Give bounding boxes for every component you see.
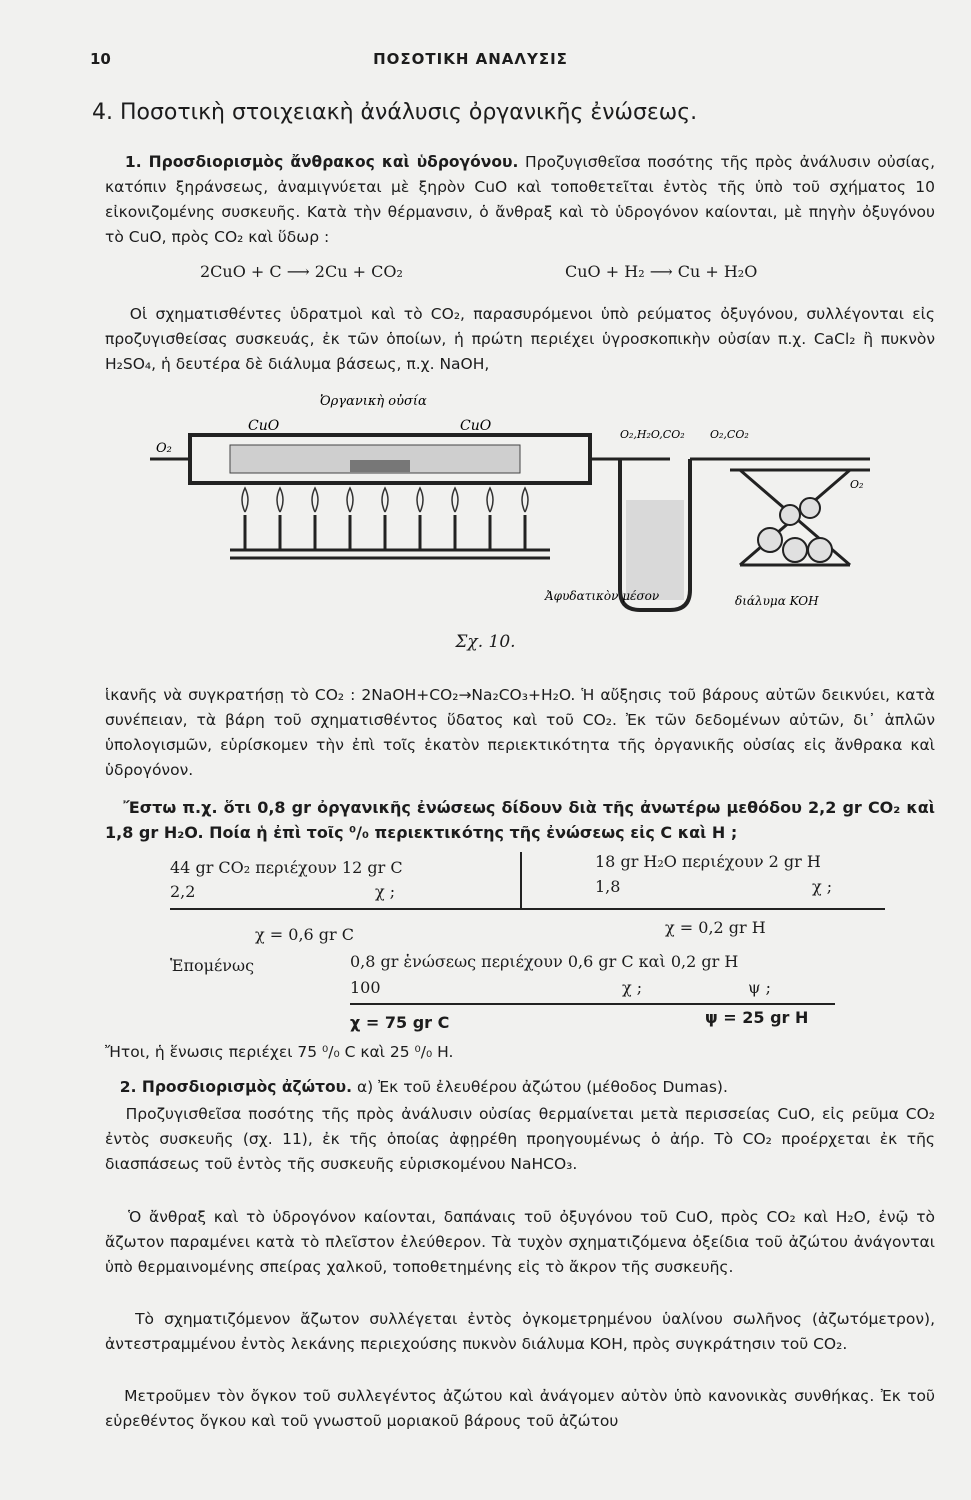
section2-paragraph-1 [105, 1102, 935, 1177]
page-number: 10 [90, 50, 111, 68]
section2-p4: Μετροῦμεν τὸν ὄγκον τοῦ συλλεγέντος ἀζώτου καὶ ἀνάγομεν αὐτὸν ὑπὸ κανονικὰς συνθήκας. Ἐκ τοῦ εὑρεθέντος ὄγκου καὶ τοῦ γνωστοῦ μοριακοῦ βάρους τοῦ ἀζώτου [105, 1387, 935, 1430]
label-gas2: O₂,CO₂ [710, 428, 749, 441]
section2-p3: Τὸ σχηματιζόμενον ἄζωτον συλλέγεται ἐντὸς ὀγκομετρημένου ὑαλίνου σωλῆνος (ἀζωτόμετρον), ἀντεστραμμένου ἐντὸς λεκάνης περιεχούσης πυκνὸν διάλυμα KOH, πρὸς συγκράτησιν τοῦ CO₂. [105, 1310, 936, 1353]
calc-right-result: χ = 0,2 gr H [665, 918, 766, 937]
calc-right-row2a: 1,8 [595, 877, 621, 896]
label-desiccant: Ἀφυδατικὸν μέσον [545, 589, 660, 603]
label-cuo-right: CuO [460, 418, 492, 434]
sample-boat [350, 460, 410, 472]
label-koh: διάλυμα KOH [735, 594, 819, 608]
paragraph-2 [105, 302, 935, 377]
calc-therefore: Ἑπομένως [170, 956, 255, 975]
label-gas1: O₂,H₂O,CO₂ [620, 428, 685, 441]
page-header [90, 50, 851, 74]
paragraph-2-text: Οἱ σχηματισθέντες ὑδρατμοὶ καὶ τὸ CO₂, παρασυρόμενοι ὑπὸ ρεύματος ὀξυγόνου, συλλέγονται εἰς προζυγισθείσας συσκευάς, ἐκ τῶν ὁποίων, ἡ πρώτη περιέχει ὑγροσκοπικὴν οὐσίαν π.χ. CaCl₂ ἢ πυκνὸν H₂SO₄, ἡ δευτέρα δὲ διάλυμα βάσεως, π.χ. NaOH, [105, 305, 935, 373]
section1-text: Προζυγισθεῖσα ποσότης τῆς πρὸς ἀνάλυσιν οὐσίας, κατόπιν ξηράνσεως, ἀναμιγνύεται μὲ ξηρὸν CuO καὶ τοποθετεῖται ἐντὸς τῆς ὑπὸ τοῦ σχήματος 10 εἰκονιζομένης συσκευῆς. Κατὰ τὴν θέρμανσιν, ὁ ἄνθραξ καὶ τὸ ὑδρογόνον καίονται, μὲ πηγὴν ὀξυγόνου τὸ CuO, πρὸς CO₂ καὶ ὕδωρ : [105, 153, 936, 246]
calc-result-c: χ = 75 gr C [350, 1013, 450, 1032]
equation-1: 2CuO + C ⟶ 2Cu + CO₂ [200, 262, 403, 281]
section2-intro: α) Ἐκ τοῦ ἐλευθέρου ἀζώτου (μέθοδος Dumas). [356, 1078, 728, 1096]
label-o2-in: O₂ [156, 441, 172, 456]
calc-left-result: χ = 0,6 gr C [255, 925, 355, 944]
section1-paragraph [105, 150, 935, 250]
koh-bulbs [758, 498, 832, 562]
calc-left-row2b: χ ; [375, 882, 396, 901]
running-title: ΠΟΣΟΤΙΚΗ ΑΝΑΛΥΣΙΣ [373, 50, 568, 68]
label-cuo-left: CuO [248, 418, 280, 434]
calc-proportion-row2b: χ ; [622, 978, 643, 997]
flames [242, 488, 528, 512]
figure-caption: Σχ. 10. [455, 632, 516, 652]
desiccant-fill [626, 500, 684, 600]
calc-right-row1: 18 gr H₂O περιέχουν 2 gr H [595, 852, 821, 871]
koh-top-pipe [730, 459, 870, 470]
calc-left-row2a: 2,2 [170, 882, 196, 901]
calc-rule-1 [170, 908, 885, 910]
calc-divider [520, 852, 522, 908]
calc-proportion-row2a: 100 [350, 978, 381, 997]
section2-heading-line [105, 1075, 935, 1100]
calc-conclusion: Ἤτοι, ἡ ἕνωσις περιέχει 75 ⁰/₀ C καὶ 25 ⁰/₀ H. [105, 1043, 454, 1061]
paragraph-3: ἱκανῆς νὰ συγκρατήσῃ τὸ CO₂ : 2NaOH+CO₂→Na₂CO₃+H₂O. Ἡ αὔξησις τοῦ βάρους αὐτῶν δεικνύει, κατὰ συνέπειαν, τὰ βάρη τοῦ σχηματισθέντος ὕδατος καὶ τοῦ CO₂. Ἐκ τῶν δεδομένων αὐτῶν, δι᾽ ἁπλῶν ὑπολογισμῶν, εὑρίσκομεν τὴν ἐπὶ τοῖς ἑκατὸν περιεκτικότητα τῆς ὀργανικῆς οὐσίας εἰς ἄνθρακα καὶ ὑδρογόνον. [105, 686, 935, 779]
calc-proportion-row1: 0,8 gr ἑνώσεως περιέχουν 0,6 gr C καὶ 0,2 gr H [350, 952, 739, 971]
label-organic: Ὀργανικὴ οὐσία [320, 394, 427, 409]
burners [230, 515, 550, 558]
section2-paragraph-4 [105, 1384, 935, 1434]
section2-heading: 2. Προσδιορισμὸς ἀζώτου. [119, 1078, 352, 1096]
calc-proportion-row2c: ψ ; [748, 978, 772, 997]
section2-p2: Ὁ ἄνθραξ καὶ τὸ ὑδρογόνον καίονται, δαπάναις τοῦ ὀξυγόνου τοῦ CuO, πρὸς CO₂ καὶ H₂O, ἐνῷ τὸ ἄζωτον παραμένει κατὰ τὸ πλεῖστον ἐλεύθερον. Τὰ τυχὸν σχηματιζόμενα ὀξείδια τοῦ ἀζώτου ἀνάγονται ὑπὸ θερμαινομένης σπείρας χαλκοῦ, τοποθετημένης εἰς τὸ ἄκρον τῆς συσκευῆς. [105, 1208, 936, 1276]
section2-paragraph-2 [105, 1205, 935, 1280]
calc-result-h: ψ = 25 gr H [705, 1008, 809, 1027]
section2-paragraph-3 [105, 1307, 935, 1357]
calc-right-row2b: χ ; [812, 877, 833, 896]
apparatus-diagram [150, 390, 890, 630]
equation-2: CuO + H₂ ⟶ Cu + H₂O [565, 262, 758, 281]
section2-p1: Προζυγισθεῖσα ποσότης τῆς πρὸς ἀνάλυσιν οὐσίας θερμαίνεται μετὰ περισσείας CuO, εἰς ρεῦμα CO₂ ἐντὸς συσκευῆς (σχ. 11), ἐκ τῆς ὁποίας ἀφῃρέθη προηγουμένως ὁ ἀήρ. Τὸ CO₂ προέρχεται ἐκ τῆς διασπάσεως τοῦ ἐντὸς τῆς συσκευῆς εὑρισκομένου NaHCO₃. [105, 1105, 935, 1173]
calc-rule-2 [350, 1003, 835, 1005]
example-text: Ἔστω π.χ. ὅτι 0,8 gr ὀργανικῆς ἐνώσεως δίδουν διὰ τῆς ἀνωτέρω μεθόδου 2,2 gr CO₂ καὶ 1,8 gr H₂O. Ποία ἡ ἐπὶ τοῖς ⁰/₀ περιεκτικότης τῆς ἐνώσεως εἰς C καὶ H ; [105, 798, 935, 842]
chapter-title: 4. Ποσοτικὴ στοιχειακὴ ἀνάλυσις ὀργανικῆς ἐνώσεως. [92, 100, 698, 125]
example-statement [105, 795, 935, 845]
calc-left-row1: 44 gr CO₂ περιέχουν 12 gr C [170, 858, 403, 877]
section1-heading: 1. Προσδιορισμὸς ἄνθρακος καὶ ὑδρογόνου. [124, 153, 519, 171]
label-o2-out: O₂ [850, 478, 864, 491]
